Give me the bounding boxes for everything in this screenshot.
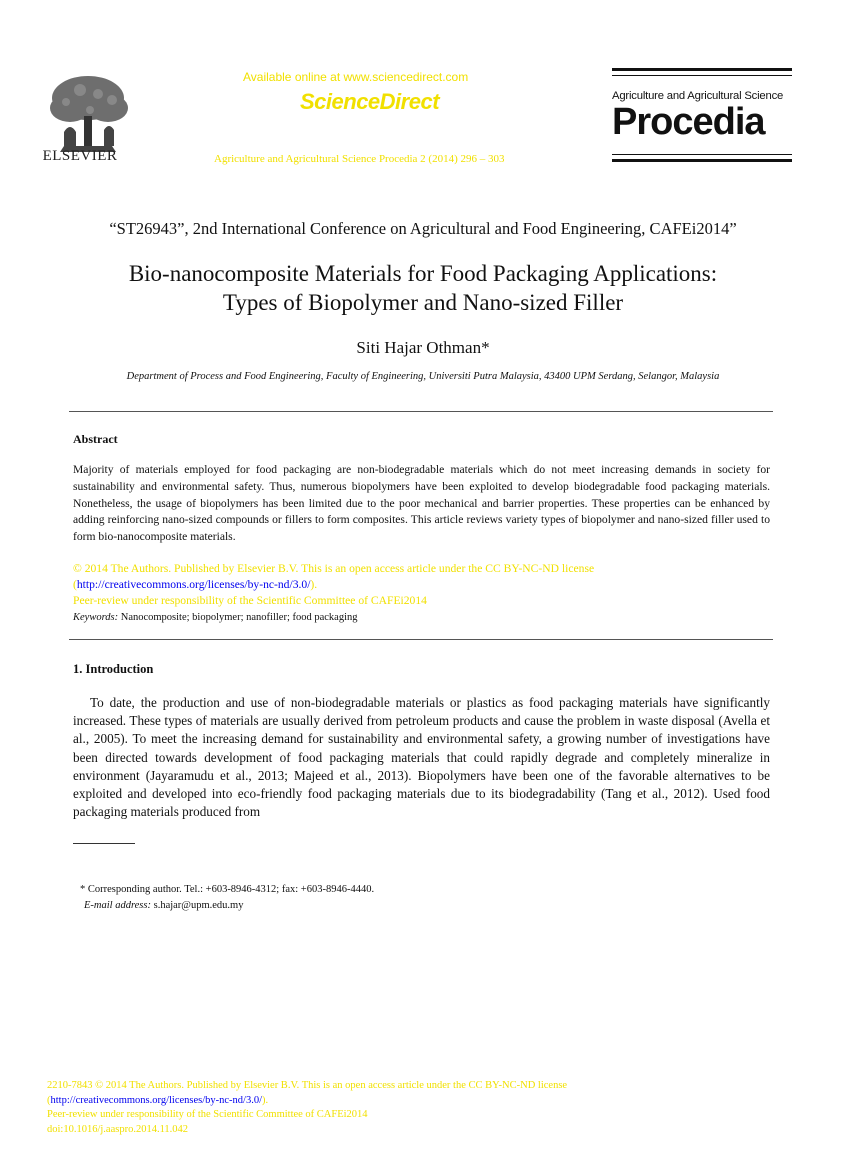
footnote bbox=[80, 882, 374, 913]
license-paren-open: ( bbox=[73, 577, 77, 591]
bottom-license-block bbox=[47, 1079, 567, 1137]
abstract-text: Majority of materials employed for food packaging are non-biodegradable materials which do not meet increasing demands in society for sustainability and environmental safety. Thus, numerous biopolymers have been exploited to develop biodegradable food packaging materials. Nonetheless, the usage of biopolymers has been limited due to the poor mechanical and barrier properties. These properties can be enhanced by adding reinforcing nano-sized compounds or fillers to form composites. This article reviews variety types of biopolymer and nano-sized filler used to form bio-nanocomposite materials. bbox=[73, 463, 770, 544]
keywords-label: Keywords: bbox=[73, 612, 119, 623]
corresponding-author: * Corresponding author. Tel.: +603-8946-4312; fax: +603-8946-4440. bbox=[80, 884, 375, 895]
section-heading-introduction: 1. Introduction bbox=[73, 662, 154, 676]
sciencedirect-logo: ScienceDirect bbox=[300, 89, 440, 114]
introduction-paragraph: To date, the production and use of non-biodegradable materials or plastics as food packaging materials have significantly increased. These types of materials are usually derived from petroleum products and cause the problem in waste disposal (Avella et al., 2005). To meet the increasing demand for sustainability and environmental safety, a growing number of investigations have been directed towards development of food packaging materials that could rapidly degrade and completely mineralize in environment (Jayaramudu et al., 2013; Majeed et al., 2013). Biopolymers have been one of the favorable alternatives to be exploited and developed into eco-friendly food packaging materials due to its biodegradability (Tang et al., 2012). Used food packaging materials produced from bbox=[73, 695, 770, 820]
bottom-paren-open: ( bbox=[47, 1094, 51, 1106]
procedia-bottom-rule-thin bbox=[612, 154, 792, 155]
keywords-list: Nanocomposite; biopolymer; nanofiller; food packaging bbox=[118, 612, 358, 623]
author-name: Siti Hajar Othman* bbox=[356, 338, 490, 357]
elsevier-wordmark: ELSEVIER bbox=[42, 148, 118, 164]
email-line bbox=[80, 898, 374, 914]
bottom-url-line bbox=[47, 1094, 567, 1109]
title-line-1: Bio-nanocomposite Materials for Food Packaging Applications: bbox=[128, 261, 718, 286]
email-label: E-mail address: bbox=[84, 899, 151, 911]
bottom-paren-close: ). bbox=[262, 1094, 269, 1106]
procedia-series-name: Agriculture and Agricultural Science bbox=[612, 90, 784, 102]
email-address: s.hajar@upm.edu.my bbox=[150, 899, 244, 911]
bottom-peer-review: Peer-review under responsibility of the Scientific Committee of CAFEi2014 bbox=[47, 1109, 368, 1120]
license-statement: © 2014 The Authors. Published by Elsevier B.V. This is an open access article under the CC BY-NC-ND license bbox=[73, 562, 595, 575]
license-block bbox=[73, 561, 770, 608]
title-line-2: Types of Biopolymer and Nano-sized Filler bbox=[222, 290, 624, 315]
available-online-text: Available online at www.sciencedirect.com bbox=[243, 70, 469, 84]
abstract-heading: Abstract bbox=[73, 432, 118, 446]
footnote-rule bbox=[73, 843, 135, 844]
doi: doi:10.1016/j.aaspro.2014.11.042 bbox=[47, 1123, 189, 1135]
license-link[interactable]: http://creativecommons.org/licenses/by-nc-nd/3.0/ bbox=[76, 577, 311, 591]
journal-reference: Agriculture and Agricultural Science Procedia 2 (2014) 296 – 303 bbox=[214, 153, 505, 165]
divider-bottom bbox=[69, 639, 773, 640]
author-affiliation: Department of Process and Food Engineering, Faculty of Engineering, Universiti Putra Malaysia, 43400 UPM Serdang, Selangor, Malaysia bbox=[126, 371, 720, 382]
procedia-name: Procedia bbox=[612, 101, 765, 143]
issn-license-line: 2210-7843 © 2014 The Authors. Published by Elsevier B.V. This is an open access article under the CC BY-NC-ND license bbox=[47, 1080, 568, 1091]
peer-review-statement: Peer-review under responsibility of the Scientific Committee of CAFEi2014 bbox=[73, 593, 427, 607]
conference-name: “ST26943”, 2nd International Conference on Agricultural and Food Engineering, CAFEi2014” bbox=[109, 219, 737, 238]
license-paren-close: ). bbox=[310, 577, 318, 591]
procedia-top-rule bbox=[612, 68, 792, 71]
keywords-line bbox=[73, 612, 358, 623]
procedia-logo bbox=[612, 68, 792, 166]
divider-top bbox=[69, 411, 773, 412]
license-url-line bbox=[73, 577, 770, 593]
procedia-bottom-rule bbox=[612, 159, 792, 162]
procedia-top-rule-thin bbox=[612, 75, 792, 76]
paper-title bbox=[0, 259, 846, 317]
bottom-license-link[interactable]: http://creativecommons.org/licenses/by-nc-nd/3.0/ bbox=[50, 1094, 263, 1106]
